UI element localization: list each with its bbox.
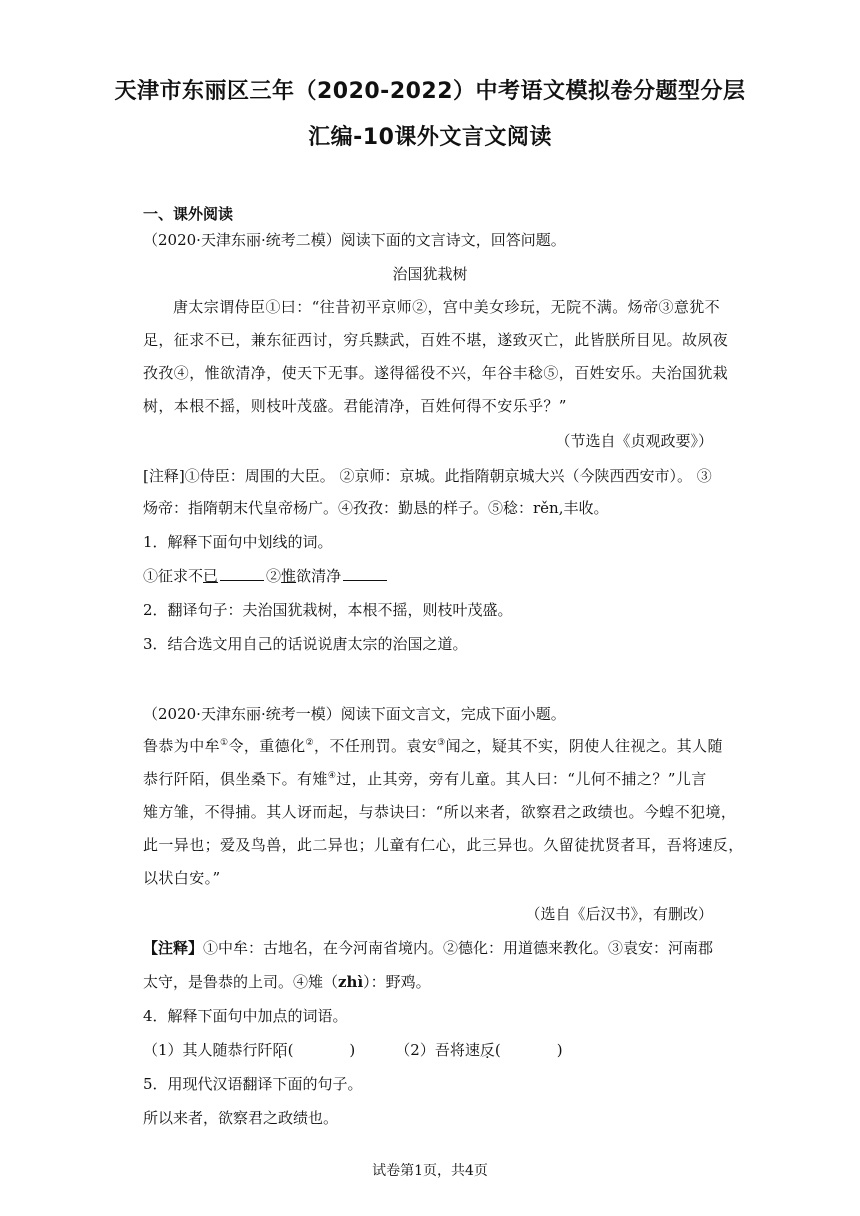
- passage1-line: 足，征求不已，兼东征西讨，穷兵黩武，百姓不堪，遂致灭亡，此皆朕所目见。故夙夜: [143, 331, 729, 349]
- question-1-items: [143, 566, 723, 586]
- passage2-text: 闻之，疑其不实，阴使人往视之。其人随: [445, 737, 723, 755]
- q1-item-a-underlined-word: 已: [203, 567, 219, 585]
- passage2-line: 雉方雏，不得捕。其人讶而起，与恭诀曰：“所以来者，欲察君之政绩也。今蝗不犯境，: [143, 803, 737, 821]
- footnote-marker: ①: [220, 738, 229, 748]
- passage2-notes-line: [143, 972, 723, 992]
- section-heading: 一、课外阅读: [143, 205, 234, 223]
- passage2-notes-line: [143, 938, 723, 958]
- answer-blank[interactable]: [343, 566, 387, 581]
- q1-item-b-text: 欲清净: [296, 567, 342, 585]
- passage2-notes-text: ）：野鸡。: [363, 973, 431, 991]
- pinyin: zhì: [338, 973, 364, 991]
- passage1-notes-line: 炀帝：指隋朝末代皇帝杨广。④孜孜：勤恳的样子。⑤稔：rěn,丰收。: [143, 499, 609, 517]
- question-4: 4．解释下面句中加点的词语。: [143, 1007, 348, 1025]
- passage1-title: 治国犹栽树: [392, 265, 468, 283]
- passage2-text: 令，重德化: [228, 737, 306, 755]
- q4-item-1-dotted-word: 陌: [272, 1041, 288, 1059]
- passage2-notes-text: ①中牟：古地名，在今河南省境内。②德化：用道德来教化。③袁安：河南郡: [203, 939, 714, 957]
- q1-item-b-number: ②: [266, 567, 282, 585]
- footnote-marker: ②: [305, 738, 314, 748]
- passage1-source: （节选自《贞观政要》）: [555, 432, 713, 450]
- answer-paren[interactable]: ( ): [287, 1041, 356, 1059]
- question-1: 1．解释下面句中划线的词。: [143, 533, 333, 551]
- question-5-sentence: 所以来者，欲察君之政绩也。: [143, 1109, 339, 1127]
- question-5: 5．用现代汉语翻译下面的句子。: [143, 1075, 363, 1093]
- q1-item-b-underlined-word: 惟: [281, 567, 297, 585]
- question-3: 3．结合选文用自己的话说说唐太宗的治国之道。: [143, 635, 468, 653]
- q1-item-a-text: ①征求不: [143, 567, 204, 585]
- passage1-line: 树，本根不摇，则枝叶茂盛。君能清净，百姓何得不安乐乎？”: [143, 397, 567, 415]
- passage1-source-intro: （2020·天津东丽·统考二模）阅读下面的文言诗文，回答问题。: [143, 231, 566, 249]
- passage2-line: [143, 769, 723, 789]
- q4-item-1-text: （1）其人随恭行阡: [143, 1041, 273, 1059]
- passage2-text: 鲁恭为中牟: [143, 737, 221, 755]
- document-title-line-2: 汇编-10课外文言文阅读: [308, 125, 552, 150]
- passage2-line: 以状白安。”: [143, 869, 221, 887]
- question-2: 2．翻译句子：夫治国犹栽树，本根不摇，则枝叶茂盛。: [143, 601, 513, 619]
- passage2-notes-text: 太守，是鲁恭的上司。④雉（: [143, 973, 339, 991]
- passage1-line: 孜孜④，惟欲清净，使天下无事。遂得徭役不兴，年谷丰稔⑤，百姓安乐。夫治国犹栽: [143, 364, 729, 382]
- footnote-marker: ④: [327, 771, 337, 781]
- question-4-items: [143, 1040, 723, 1060]
- passage2-text: 过，止其旁，旁有儿童。其人曰：“儿何不捕之？”儿言: [336, 770, 707, 788]
- passage1-notes-line: [注释]①侍臣：周围的大臣。 ②京师：京城。此指隋朝京城大兴（今陕西西安市）。 ③: [143, 467, 712, 485]
- passage2-line: 此一异也；爱及鸟兽，此二异也；儿童有仁心，此三异也。久留徒扰贤者耳，吾将速反，: [143, 836, 744, 854]
- page-footer: 试卷第1页，共4页: [372, 1163, 488, 1179]
- answer-paren[interactable]: ( ): [494, 1041, 563, 1059]
- q4-item-2-dotted-word: 反: [479, 1041, 495, 1059]
- passage2-text: ，不任刑罚。袁安: [313, 737, 438, 755]
- passage2-source-intro: （2020·天津东丽·统考一模）阅读下面文言文，完成下面小题。: [143, 705, 566, 723]
- notes-label: 【注释】: [143, 939, 204, 957]
- passage1-line: 唐太宗谓侍臣①曰：“往昔初平京师②，宫中美女珍玩，无院不满。炀帝③意犹不: [173, 298, 721, 316]
- passage2-line: [143, 736, 723, 756]
- footnote-marker: ③: [437, 738, 446, 748]
- passage2-text: 恭行阡陌，俱坐桑下。有雉: [143, 770, 328, 788]
- answer-blank[interactable]: [220, 566, 264, 581]
- document-title-line-1: 天津市东丽区三年（2020-2022）中考语文模拟卷分题型分层: [114, 79, 746, 104]
- passage2-source: （选自《后汉书》，有删改）: [525, 905, 713, 923]
- q4-item-2-text: （2）吾将速: [395, 1041, 480, 1059]
